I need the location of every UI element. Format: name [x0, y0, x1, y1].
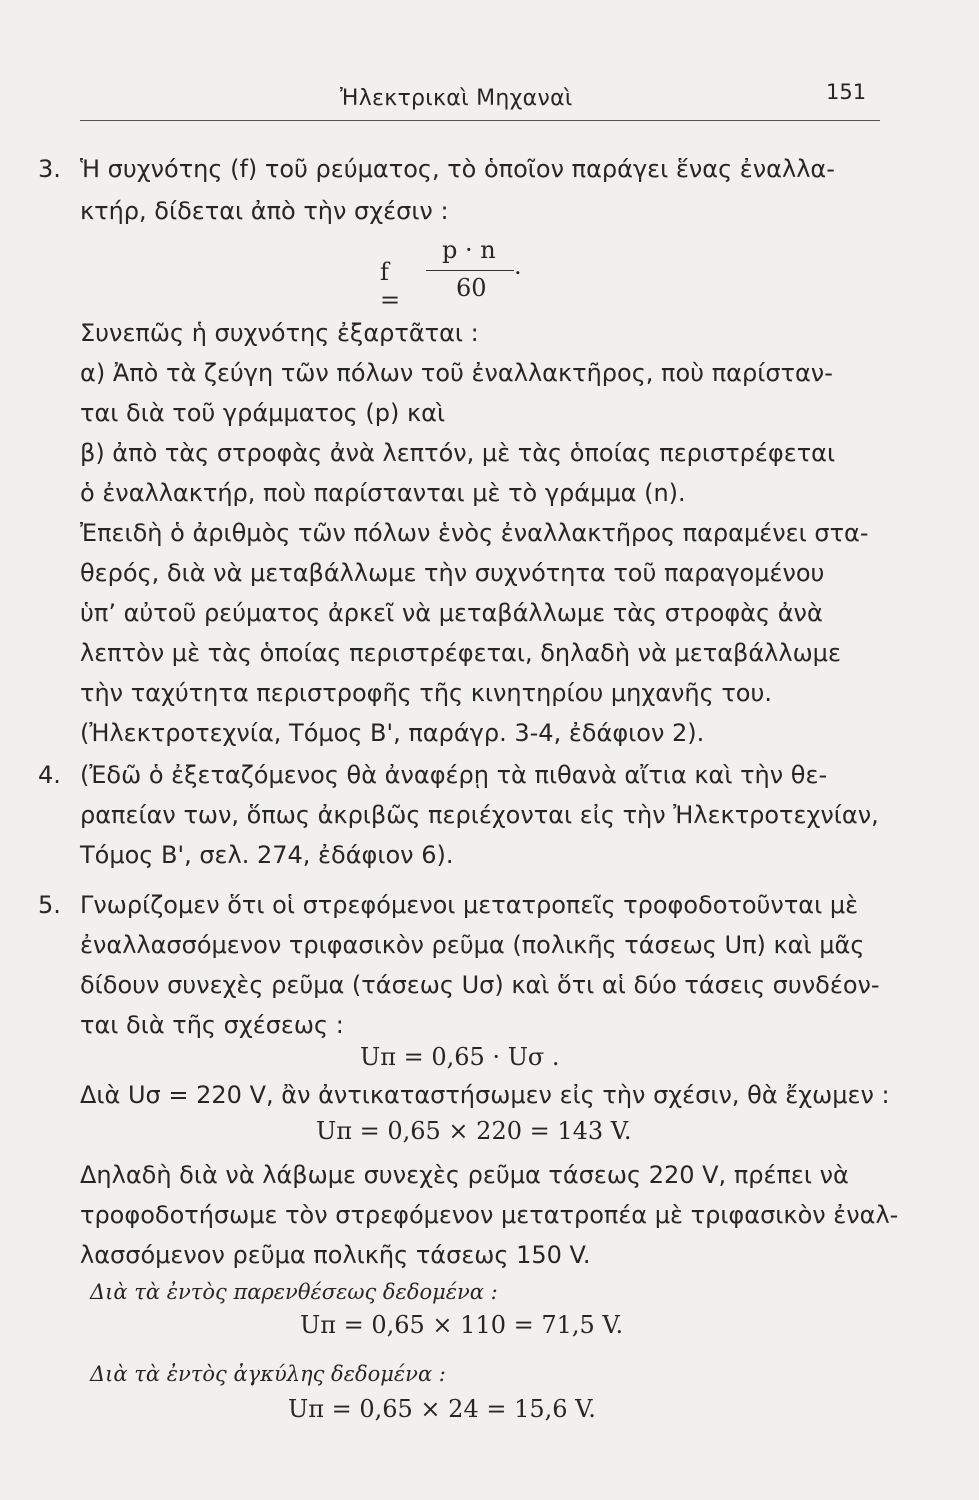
- page-number: 151: [826, 80, 867, 104]
- item-3-body-3: ται διὰ τοῦ γράμματος (p) καὶ: [80, 399, 446, 427]
- item-5-line-1: Γνωρίζομεν ὅτι οἱ στρεφόμενοι μετατροπεῖς τροφοδοτοῦνται μὲ: [80, 891, 859, 919]
- item-3-body-5: ὁ ἐναλλακτήρ, ποὺ παρίστανται μὲ τὸ γράμμα (n).: [80, 479, 686, 507]
- item-5-substitution-line: Διὰ Uσ = 220 V, ἂν ἀντικαταστήσωμεν εἰς τὴν σχέσιν, θὰ ἔχωμεν :: [80, 1081, 890, 1109]
- item-3-line-2: κτήρ, δίδεται ἀπὸ τὴν σχέσιν :: [80, 197, 449, 225]
- parentheses-result-formula: Uπ = 0,65 × 110 = 71,5 V.: [300, 1311, 624, 1339]
- item-4-number: 4.: [38, 761, 61, 789]
- item-5-line-3: δίδουν συνεχὲς ρεῦμα (τάσεως Uσ) καὶ ὅτι αἱ δύο τάσεις συνδέον-: [80, 971, 880, 999]
- parentheses-data-heading: Διὰ τὰ ἐντὸς παρενθέσεως δεδομένα :: [90, 1280, 498, 1304]
- item-3-body-4: β) ἀπὸ τὰς στροφὰς ἀνὰ λεπτόν, μὲ τὰς ὁποίας περιστρέφεται: [80, 439, 836, 467]
- item-4-line-2: ραπείαν των, ὅπως ἀκριβῶς περιέχονται εἰς τὴν Ἠλεκτροτεχνίαν,: [80, 801, 879, 829]
- item-5-line-4: ται διὰ τῆς σχέσεως :: [80, 1011, 344, 1039]
- item-5-conclusion-3: λασσόμενον ρεῦμα πολικῆς τάσεως 150 V.: [80, 1241, 591, 1269]
- formula-numerator: p · n: [442, 236, 496, 264]
- item-4-line-1: (Ἐδῶ ὁ ἐξεταζόμενος θὰ ἀναφέρῃ τὰ πιθανὰ αἴτια καὶ τὴν θε-: [80, 761, 828, 789]
- item-5-conclusion-1: Δηλαδὴ διὰ νὰ λάβωμε συνεχὲς ρεῦμα τάσεως 220 V, πρέπει νὰ: [80, 1161, 849, 1189]
- item-3-number: 3.: [38, 155, 61, 183]
- item-4-line-3: Τόμος Β', σελ. 274, ἐδάφιον 6).: [80, 841, 454, 869]
- item-3-body-10: τὴν ταχύτητα περιστροφῆς τῆς κινητηρίου μηχανῆς του.: [80, 679, 773, 707]
- item-5-line-2: ἐναλλασσόμενον τριφασικὸν ρεῦμα (πολικῆς τάσεως Uπ) καὶ μᾶς: [80, 931, 865, 959]
- voltage-result-formula: Uπ = 0,65 × 220 = 143 V.: [316, 1117, 632, 1145]
- item-3-body-9: λεπτὸν μὲ τὰς ὁποίας περιστρέφεται, δηλαδὴ νὰ μεταβάλλωμε: [80, 639, 841, 667]
- item-3-body-8: ὑπ’ αὐτοῦ ρεύματος ἀρκεῖ νὰ μεταβάλλωμε τὰς στροφὰς ἀνὰ: [80, 599, 823, 627]
- formula-denominator: 60: [456, 274, 487, 302]
- item-5-number: 5.: [38, 891, 61, 919]
- voltage-relation-formula: Uπ = 0,65 · Uσ .: [360, 1043, 560, 1071]
- running-header-title: Ἠλεκτρικαὶ Μηχαναὶ: [340, 86, 573, 111]
- item-5-conclusion-2: τροφοδοτήσωμε τὸν στρεφόμενον μετατροπέα μὲ τριφασικὸν ἐναλ-: [80, 1201, 899, 1229]
- header-rule: [80, 120, 880, 121]
- item-3-body-11: (Ἠλεκτροτεχνία, Τόμος Β', παράγρ. 3-4, ἐδάφιον 2).: [80, 719, 705, 747]
- fraction-bar: [426, 270, 514, 271]
- item-3-body-7: θερός, διὰ νὰ μεταβάλλωμε τὴν συχνότητα τοῦ παραγομένου: [80, 559, 825, 587]
- item-3-body-1: Συνεπῶς ἡ συχνότης ἐξαρτᾶται :: [80, 319, 479, 347]
- brackets-data-heading: Διὰ τὰ ἐντὸς ἀγκύλης δεδομένα :: [90, 1362, 446, 1386]
- brackets-result-formula: Uπ = 0,65 × 24 = 15,6 V.: [288, 1395, 596, 1423]
- formula-end: .: [514, 252, 522, 280]
- item-3-body-6: Ἐπειδὴ ὁ ἀριθμὸς τῶν πόλων ἑνὸς ἐναλλακτῆρος παραμένει στα-: [80, 519, 869, 547]
- item-3-line-1: Ἡ συχνότης (f) τοῦ ρεύματος, τὸ ὁποῖον παράγει ἕνας ἐναλλα-: [80, 155, 835, 183]
- formula-lhs: f =: [380, 258, 401, 314]
- item-3-body-2: α) Ἀπὸ τὰ ζεύγη τῶν πόλων τοῦ ἐναλλακτῆρος, ποὺ παρίσταν-: [80, 359, 833, 387]
